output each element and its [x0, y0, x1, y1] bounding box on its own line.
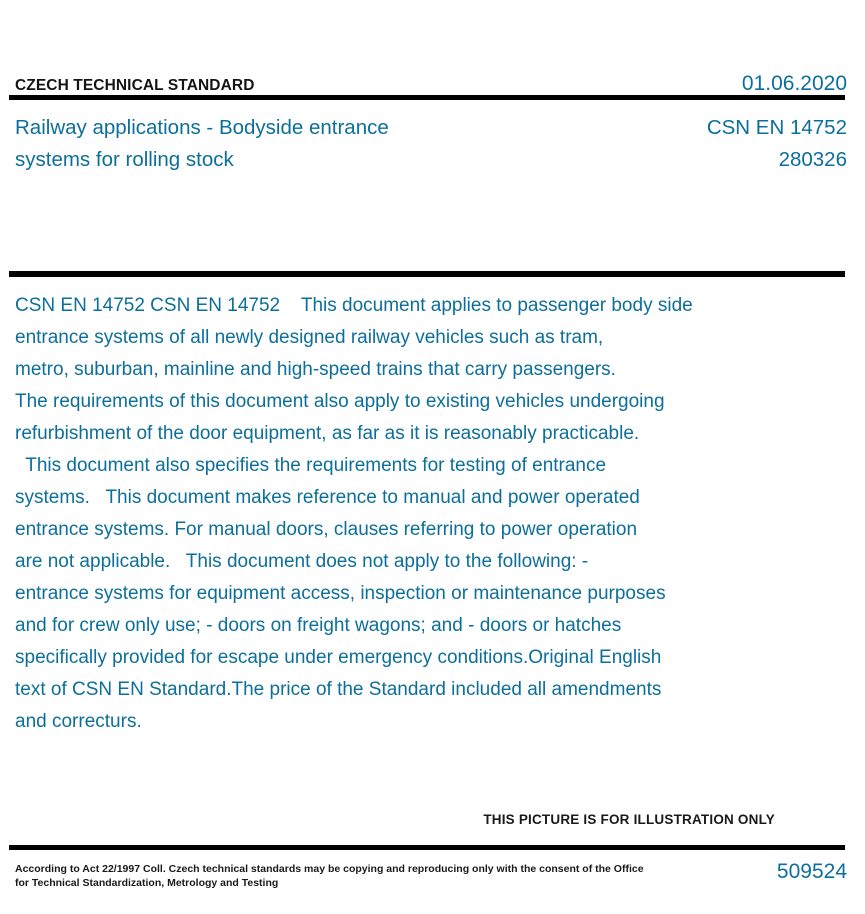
abstract-line: The requirements of this document also apply to existing vehicles undergoing [15, 391, 665, 412]
abstract-line: are not applicable. This document does not apply to the following: - [15, 551, 589, 572]
abstract-line: metro, suburban, mainline and high-speed trains that carry passengers. [15, 359, 616, 380]
document-header [0, 72, 865, 96]
abstract-line: and for crew only use; - doors on freight wagons; and - doors or hatches [15, 615, 622, 636]
header-divider [9, 95, 845, 100]
footer-legal-line: According to Act 22/1997 Coll. Czech technical standards may be copying and reproducing only with the consent of the Office [15, 863, 644, 875]
abstract-line: This document also specifies the requirements for testing of entrance [15, 455, 607, 476]
footer-legal-line: for Technical Standardization, Metrology and Testing [15, 877, 279, 889]
abstract-divider [9, 271, 845, 277]
illustration-notice: THIS PICTURE IS FOR ILLUSTRATION ONLY [483, 812, 775, 827]
footer-divider [9, 845, 845, 850]
abstract-line: CSN EN 14752 CSN EN 14752 This document applies to passenger body side [15, 295, 693, 316]
footer-legal-text [15, 862, 644, 890]
standard-title-line: Railway applications - Bodyside entrance [15, 116, 389, 139]
document-order-number: 509524 [776, 860, 847, 883]
abstract-line: specifically provided for escape under emergency conditions.Original English [15, 647, 662, 668]
abstract-line: and correcturs. [15, 711, 142, 732]
standard-classification-number: 280326 [778, 148, 847, 171]
abstract-line: entrance systems. For manual doors, clauses referring to power operation [15, 519, 638, 540]
abstract-line: refurbishment of the door equipment, as far as it is reasonably practicable. [15, 423, 640, 444]
title-block [0, 112, 865, 192]
abstract-line: systems. This document makes reference to manual and power operated [15, 487, 640, 508]
abstract-text [15, 290, 815, 738]
abstract-line: text of CSN EN Standard.The price of the Standard included all amendments [15, 679, 662, 700]
standard-code-designation: CSN EN 14752 [706, 116, 847, 139]
abstract-line: entrance systems for equipment access, inspection or maintenance purposes [15, 583, 666, 604]
standard-title [15, 112, 575, 176]
standard-code [527, 112, 847, 176]
page-title: CZECH TECHNICAL STANDARD [15, 77, 255, 94]
abstract-line: entrance systems of all newly designed railway vehicles such as tram, [15, 327, 604, 348]
standard-title-line: systems for rolling stock [15, 148, 234, 171]
background-watermark [300, 762, 720, 812]
publication-date: 01.06.2020 [741, 72, 847, 95]
